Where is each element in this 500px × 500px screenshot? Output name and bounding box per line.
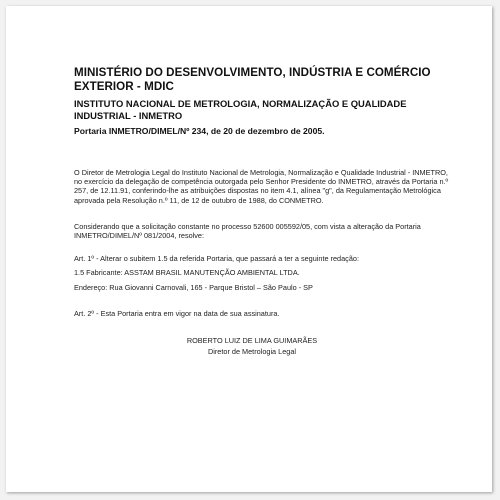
portaria-heading: Portaria INMETRO/DIMEL/Nº 234, de 20 de dezembro de 2005.	[74, 126, 325, 136]
article-2: Art. 2º - Esta Portaria entra em vigor na data de sua assinatura.	[74, 308, 280, 318]
article-1: Art. 1º - Alterar o subitem 1.5 da referida Portaria, que passará a ter a seguinte redação:	[74, 254, 359, 264]
address-item: Endereço: Rua Giovanni Carnovali, 165 - Parque Bristol – São Paulo - SP	[74, 282, 313, 292]
preamble-paragraph: O Diretor de Metrologia Legal do Instituto Nacional de Metrologia, Normalização e Qualidade Industrial - INMETRO, no exercício da delegação de competência outorgada pelo Senhor Presidente do INMETRO, através da Portaria n.º 257, de 12.11.91, conferindo-lhe as atribuições dispostas no item 4.1, alínea "g", da Regulamentação Metrológica aprovada pela Resolução n.º 11, de 12 de outubro de 1988, do CONMETRO.	[74, 168, 449, 205]
signer-name: ROBERTO LUIZ DE LIMA GUIMARÃES	[186, 336, 318, 346]
institute-heading: INSTITUTO NACIONAL DE METROLOGIA, NORMALIZAÇÃO E QUALIDADE INDUSTRIAL - INMETRO	[74, 98, 407, 121]
ministry-heading: MINISTÉRIO DO DESENVOLVIMENTO, INDÚSTRIA E COMÉRCIO EXTERIOR - MDIC	[74, 66, 431, 93]
signer-title: Diretor de Metrologia Legal	[207, 347, 296, 357]
document-page	[6, 6, 492, 492]
considering-paragraph: Considerando que a solicitação constante no processo 52600 005592/05, com vista a alteração da Portaria INMETRO/DIMEL/Nº 081/2004, resolve:	[74, 221, 421, 241]
signature-block	[74, 335, 452, 357]
manufacturer-item: 1.5 Fabricante: ASSTAM BRASIL MANUTENÇÃO AMBIENTAL LTDA.	[74, 268, 300, 278]
